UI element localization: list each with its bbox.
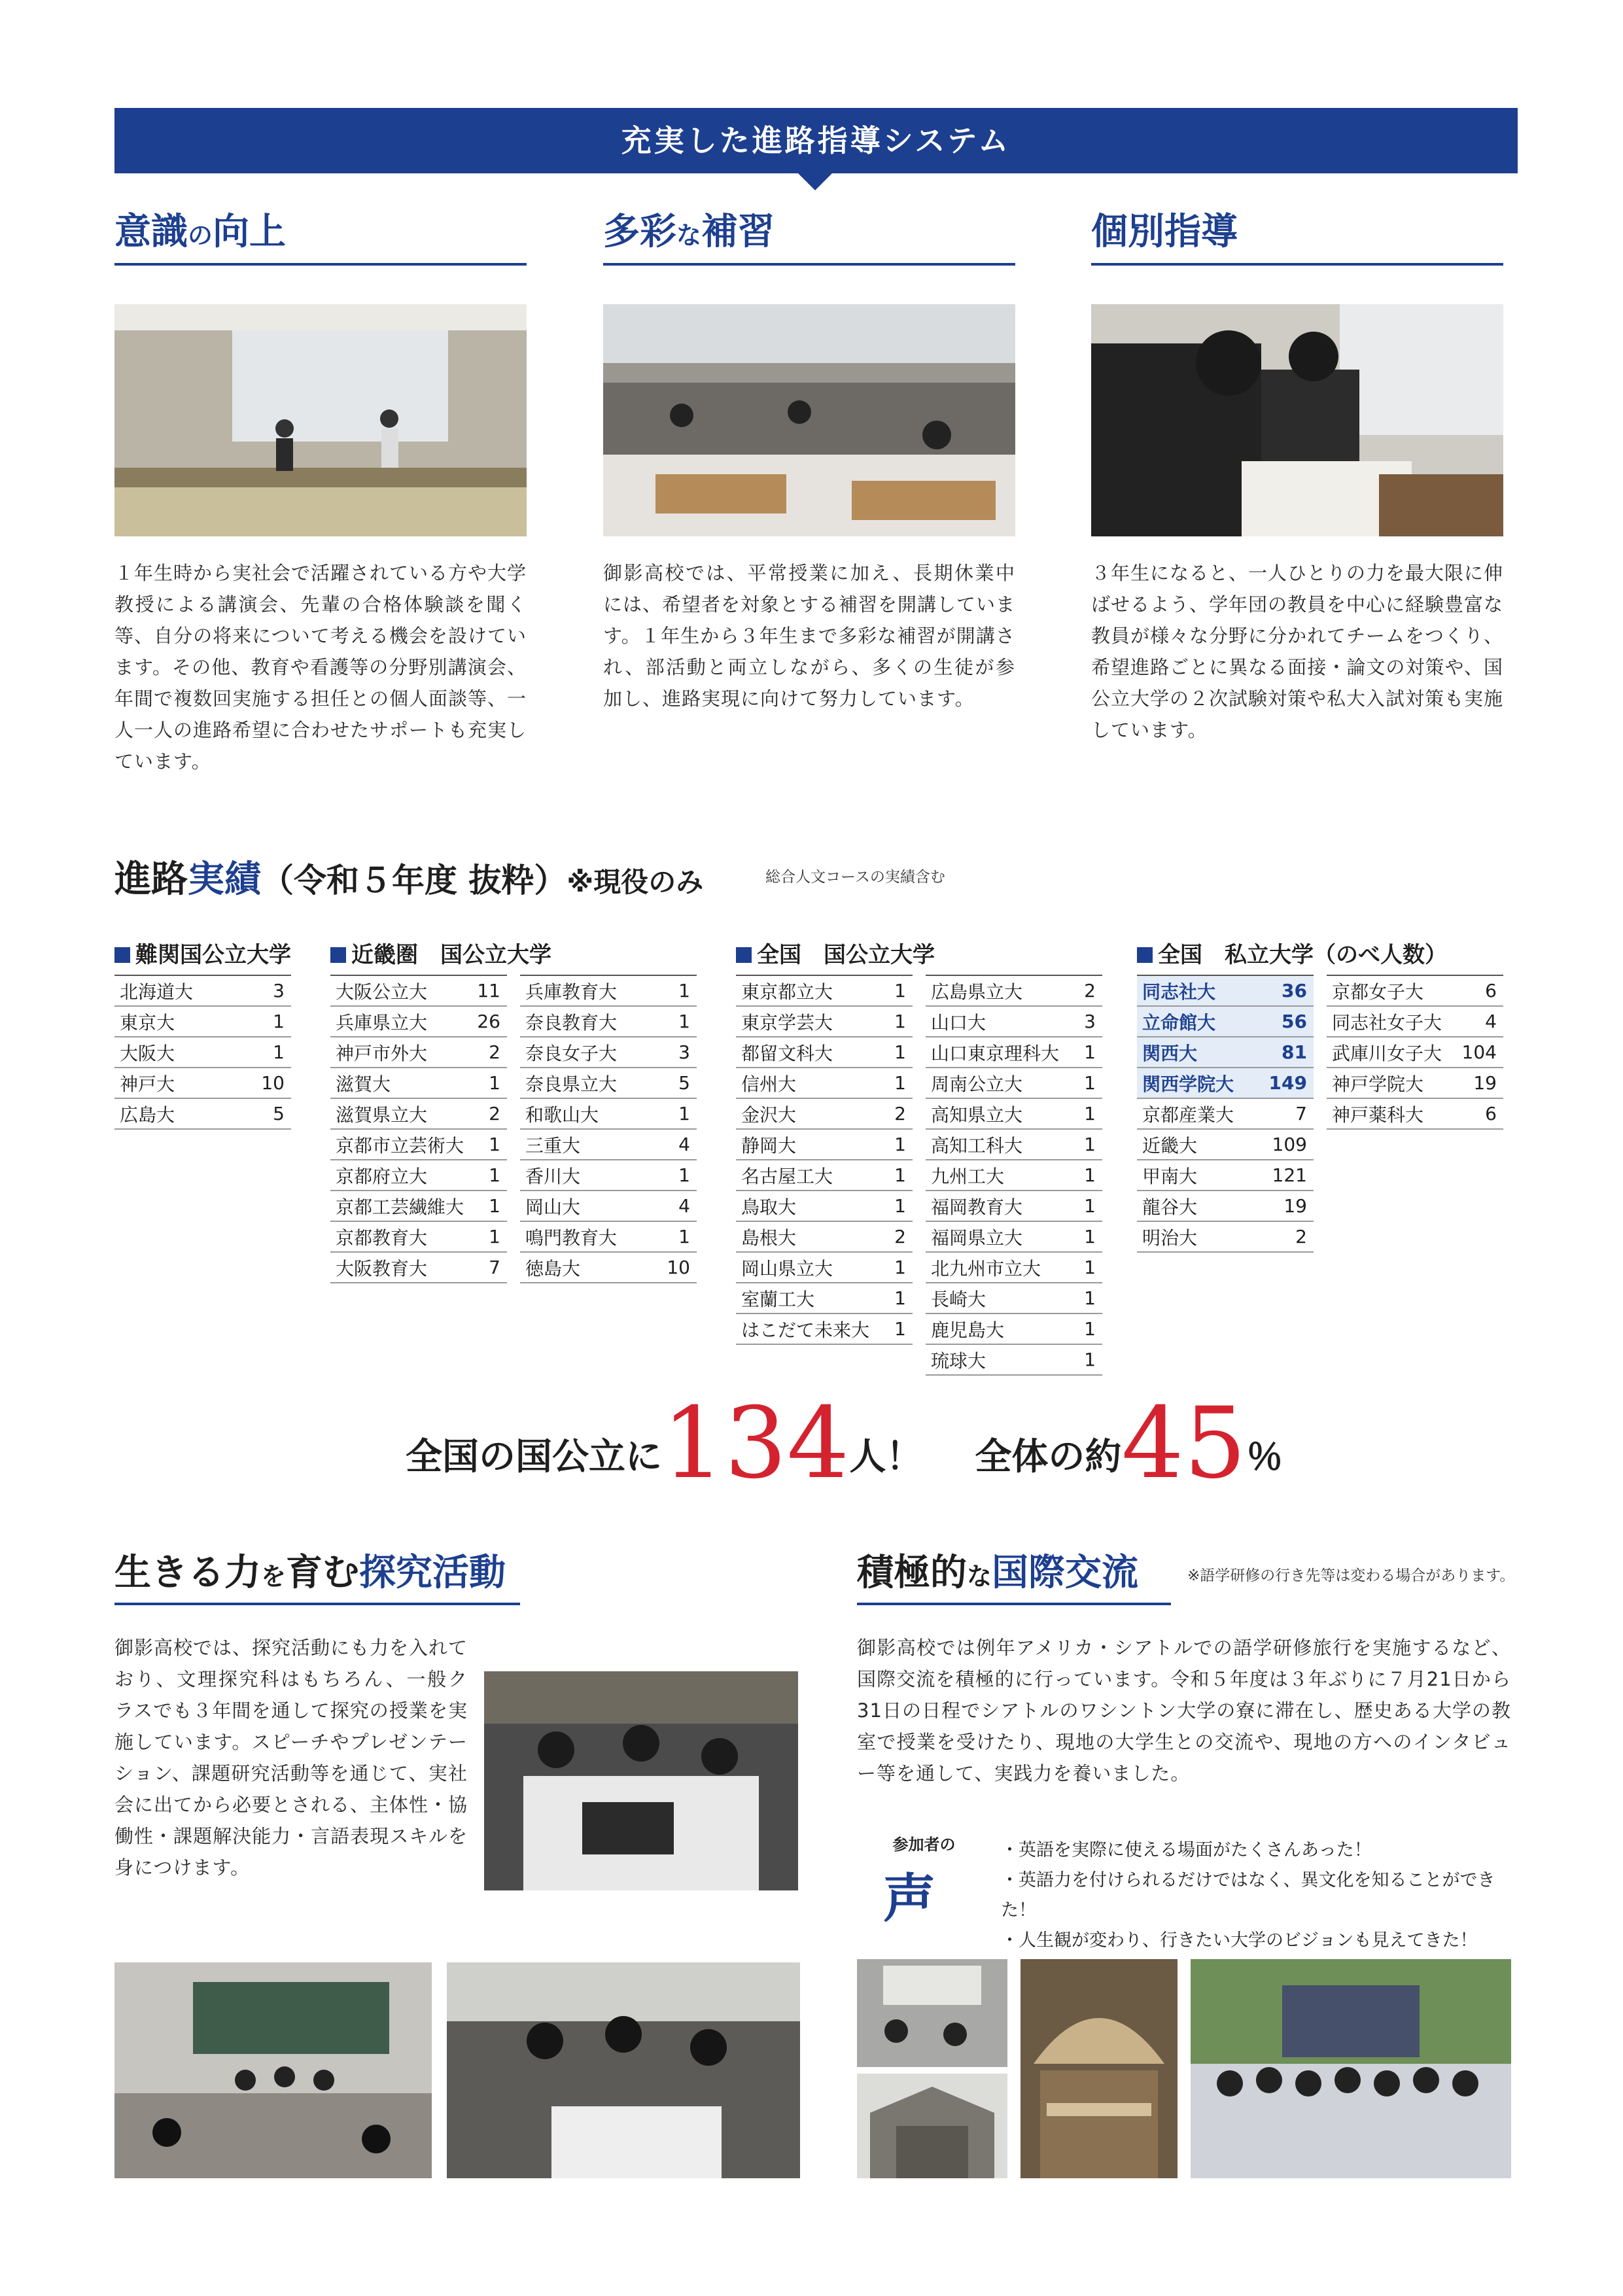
result-row bbox=[114, 1068, 291, 1098]
admission-count: 11 bbox=[471, 975, 507, 1006]
voice-list bbox=[1001, 1835, 1511, 1956]
result-row bbox=[736, 1283, 913, 1313]
result-row bbox=[1137, 1037, 1314, 1068]
admission-count: 1 bbox=[887, 1068, 913, 1098]
section-title-supplementary: 多彩な補習 bbox=[603, 211, 775, 253]
result-row bbox=[736, 1037, 913, 1068]
admission-count: 2 bbox=[887, 1221, 913, 1252]
photo-campus-building bbox=[857, 2074, 1007, 2178]
photo-group-uw bbox=[1191, 1959, 1511, 2178]
admission-count: 1 bbox=[652, 1160, 697, 1191]
admission-count: 5 bbox=[652, 1068, 697, 1098]
university-name: はこだて未来大 bbox=[736, 1313, 887, 1344]
result-row bbox=[1327, 1006, 1503, 1037]
university-name: 大阪大 bbox=[114, 1037, 239, 1068]
admission-count: 121 bbox=[1255, 1160, 1314, 1191]
university-name: 福岡教育大 bbox=[926, 1191, 1077, 1221]
admission-count: 1 bbox=[887, 1283, 913, 1313]
admission-count: 81 bbox=[1255, 1037, 1314, 1068]
university-name: 山口東京理科大 bbox=[926, 1037, 1077, 1068]
result-row bbox=[736, 1191, 913, 1221]
university-name: 岡山県立大 bbox=[736, 1252, 887, 1283]
admission-count: 10 bbox=[239, 1068, 291, 1098]
section-banner: 充実した進路指導システム bbox=[114, 108, 1518, 173]
admission-count: 19 bbox=[1255, 1191, 1314, 1221]
result-row bbox=[1327, 1037, 1503, 1068]
result-row bbox=[1327, 975, 1503, 1006]
admission-count: 7 bbox=[1255, 1098, 1314, 1129]
admission-count: 149 bbox=[1255, 1068, 1314, 1098]
result-row bbox=[520, 1006, 697, 1037]
admission-count: 1 bbox=[887, 1252, 913, 1283]
body-individual: ３年生になると、一人ひとりの力を最大限に伸ばせるよう、学年団の教員を中心に経験豊富な教員が様々な分野に分かれてチームをつくり、希望進路ごとに異なる面接・論文の対策や、国公立大学の２次試験対策や私大入試対策も実施しています。 bbox=[1091, 562, 1504, 741]
result-row bbox=[330, 1252, 507, 1283]
result-row bbox=[736, 975, 913, 1006]
university-name: 京都産業大 bbox=[1137, 1098, 1255, 1129]
admission-count: 104 bbox=[1454, 1037, 1503, 1068]
admission-count: 19 bbox=[1454, 1068, 1503, 1098]
result-row bbox=[114, 1006, 291, 1037]
university-name: 名古屋工大 bbox=[736, 1160, 887, 1191]
university-name: 北九州市立大 bbox=[926, 1252, 1077, 1283]
result-row bbox=[520, 1252, 697, 1283]
university-name: 鳥取大 bbox=[736, 1191, 887, 1221]
result-row bbox=[330, 1221, 507, 1252]
university-name: 高知県立大 bbox=[926, 1098, 1077, 1129]
voice-item: ・ 英語を実際に使える場面がたくさんあった！ bbox=[1001, 1835, 1511, 1866]
university-name: 九州工大 bbox=[926, 1160, 1077, 1191]
university-name: 周南公立大 bbox=[926, 1068, 1077, 1098]
university-name: 龍谷大 bbox=[1137, 1191, 1255, 1221]
result-row bbox=[926, 1221, 1102, 1252]
result-row bbox=[520, 1160, 697, 1191]
group-title-elite-national: 難関国公立大学 bbox=[114, 937, 291, 969]
result-row bbox=[520, 1037, 697, 1068]
admission-count: 1 bbox=[1077, 1037, 1102, 1068]
university-name: 近畿大 bbox=[1137, 1129, 1255, 1160]
result-row bbox=[520, 1191, 697, 1221]
title-underline bbox=[857, 1603, 1171, 1605]
result-row bbox=[1327, 1098, 1503, 1129]
university-name: 兵庫教育大 bbox=[520, 975, 652, 1006]
admission-count: 4 bbox=[1454, 1006, 1503, 1037]
admission-count: 3 bbox=[1077, 1006, 1102, 1037]
result-row bbox=[114, 1037, 291, 1068]
results-table-elite-national bbox=[114, 975, 291, 1130]
result-row bbox=[1327, 1068, 1503, 1098]
result-row bbox=[114, 1098, 291, 1129]
title-underline bbox=[114, 1603, 520, 1605]
voice-item: ・ 英語力を付けられるだけではなく、異文化を知ることができた！ bbox=[1001, 1866, 1511, 1926]
university-name: 奈良教育大 bbox=[520, 1006, 652, 1037]
admission-count: 4 bbox=[652, 1191, 697, 1221]
intl-body: 御影高校では例年アメリカ・シアトルでの語学研修旅行を実施するなど、国際交流を積極的に行っています。令和５年度は３年ぶりに７月21日から31日の日程でシアトルのワシントン大学の寮に滞在し、歴史ある大学の教室で授業を受けたり、現地の大学生との交流や、現地の方へのインタビュー等を通して、実践力を養いました。 bbox=[857, 1637, 1511, 1784]
admission-count: 1 bbox=[239, 1006, 291, 1037]
result-row bbox=[1137, 1129, 1314, 1160]
title-underline bbox=[1091, 263, 1503, 266]
result-row bbox=[926, 1252, 1102, 1283]
result-row bbox=[736, 1160, 913, 1191]
university-name: 神戸薬科大 bbox=[1327, 1098, 1454, 1129]
participant-voices bbox=[857, 1832, 1511, 1951]
admission-count: 109 bbox=[1255, 1129, 1314, 1160]
admission-count: 3 bbox=[652, 1037, 697, 1068]
national-public-stat: 全国の国公立に134人！ 全体の約45％ bbox=[406, 1387, 1283, 1501]
admission-count: 6 bbox=[1454, 975, 1503, 1006]
admission-count: 1 bbox=[1077, 1068, 1102, 1098]
results-note: 総合人文コースの実績含む bbox=[765, 869, 945, 886]
results-table-private-2 bbox=[1327, 975, 1503, 1130]
university-name: 鹿児島大 bbox=[926, 1313, 1077, 1344]
university-name: 京都女子大 bbox=[1327, 975, 1454, 1006]
group-title-private: 全国 私立大学（のべ人数） bbox=[1137, 937, 1447, 969]
university-name: 岡山大 bbox=[520, 1191, 652, 1221]
result-row bbox=[520, 1068, 697, 1098]
university-name: 香川大 bbox=[520, 1160, 652, 1191]
admission-count: 56 bbox=[1255, 1006, 1314, 1037]
admission-count: 1 bbox=[887, 1129, 913, 1160]
result-row bbox=[330, 1129, 507, 1160]
university-name: 大阪公立大 bbox=[330, 975, 471, 1006]
admission-count: 1 bbox=[471, 1068, 507, 1098]
university-name: 滋賀大 bbox=[330, 1068, 471, 1098]
result-row bbox=[330, 1006, 507, 1037]
result-row bbox=[736, 1068, 913, 1098]
result-row bbox=[736, 1129, 913, 1160]
admission-count: 2 bbox=[1077, 975, 1102, 1006]
admission-count: 1 bbox=[1077, 1252, 1102, 1283]
university-name: 同志社女子大 bbox=[1327, 1006, 1454, 1037]
university-name: 大阪教育大 bbox=[330, 1252, 471, 1283]
result-row bbox=[330, 1160, 507, 1191]
university-name: 静岡大 bbox=[736, 1129, 887, 1160]
result-row bbox=[926, 1098, 1102, 1129]
photo-classroom bbox=[603, 304, 1015, 536]
university-name: 奈良女子大 bbox=[520, 1037, 652, 1068]
title-underline bbox=[603, 263, 1015, 266]
section-title-individual: 個別指導 bbox=[1091, 211, 1238, 253]
admission-count: 1 bbox=[652, 1098, 697, 1129]
result-row bbox=[926, 1283, 1102, 1313]
result-row bbox=[330, 975, 507, 1006]
result-row bbox=[736, 1252, 913, 1283]
results-title: 進路実績（令和５年度 抜粋）※現役のみ bbox=[114, 858, 704, 901]
university-name: 滋賀県立大 bbox=[330, 1098, 471, 1129]
university-name: 京都教育大 bbox=[330, 1221, 471, 1252]
university-name: 高知工科大 bbox=[926, 1129, 1077, 1160]
university-name: 武庫川女子大 bbox=[1327, 1037, 1454, 1068]
results-table-kinki-national-2 bbox=[520, 975, 697, 1283]
university-name: 甲南大 bbox=[1137, 1160, 1255, 1191]
title-underline bbox=[114, 263, 527, 266]
admission-count: 1 bbox=[471, 1129, 507, 1160]
banner-notch bbox=[798, 173, 832, 190]
result-row bbox=[520, 975, 697, 1006]
body-awareness: １年生時から実社会で活躍されている方や大学教授による講演会、先輩の合格体験談を聞く等、自分の将来について考える機会を設けています。その他、教育や看護等の分野別講演会、年間で複数回実施する担任との個人面談等、一人一人の進路希望に合わせたサポートも充実しています。 bbox=[114, 562, 527, 773]
result-row bbox=[926, 1344, 1102, 1375]
university-name: 同志社大 bbox=[1137, 975, 1255, 1006]
admission-count: 1 bbox=[239, 1037, 291, 1068]
admission-count: 1 bbox=[652, 1006, 697, 1037]
result-row bbox=[926, 1160, 1102, 1191]
admission-count: 3 bbox=[239, 975, 291, 1006]
admission-count: 1 bbox=[887, 1191, 913, 1221]
admission-count: 1 bbox=[471, 1191, 507, 1221]
admission-count: 1 bbox=[887, 975, 913, 1006]
result-row bbox=[330, 1037, 507, 1068]
section-title-awareness: 意識の向上 bbox=[114, 211, 287, 253]
result-row bbox=[736, 1098, 913, 1129]
university-name: 都留文科大 bbox=[736, 1037, 887, 1068]
university-name: 山口大 bbox=[926, 1006, 1077, 1037]
result-row bbox=[736, 1006, 913, 1037]
university-name: 立命館大 bbox=[1137, 1006, 1255, 1037]
admission-count: 4 bbox=[652, 1129, 697, 1160]
photo-inquiry-group bbox=[484, 1671, 798, 1890]
admission-count: 2 bbox=[887, 1098, 913, 1129]
admission-count: 1 bbox=[887, 1006, 913, 1037]
university-name: 三重大 bbox=[520, 1129, 652, 1160]
results-table-private-1 bbox=[1137, 975, 1314, 1253]
admission-count: 1 bbox=[887, 1313, 913, 1344]
university-name: 広島県立大 bbox=[926, 975, 1077, 1006]
university-name: 明治大 bbox=[1137, 1221, 1255, 1252]
university-name: 兵庫県立大 bbox=[330, 1006, 471, 1037]
university-name: 京都府立大 bbox=[330, 1160, 471, 1191]
admission-count: 1 bbox=[887, 1037, 913, 1068]
university-name: 琉球大 bbox=[926, 1344, 1077, 1375]
photo-discussion bbox=[447, 1962, 800, 2178]
group-title-nationwide-national: 全国 国公立大学 bbox=[736, 937, 935, 969]
result-row bbox=[330, 1068, 507, 1098]
admission-count: 1 bbox=[652, 975, 697, 1006]
admission-count: 26 bbox=[471, 1006, 507, 1037]
university-name: 広島大 bbox=[114, 1098, 239, 1129]
result-row bbox=[114, 975, 291, 1006]
result-row bbox=[1137, 1221, 1314, 1252]
university-name: 信州大 bbox=[736, 1068, 887, 1098]
result-row bbox=[926, 1129, 1102, 1160]
result-row bbox=[736, 1221, 913, 1252]
university-name: 徳島大 bbox=[520, 1252, 652, 1283]
university-name: 京都市立芸術大 bbox=[330, 1129, 471, 1160]
admission-count: 2 bbox=[471, 1037, 507, 1068]
university-name: 島根大 bbox=[736, 1221, 887, 1252]
university-name: 関西学院大 bbox=[1137, 1068, 1255, 1098]
admission-count: 1 bbox=[887, 1160, 913, 1191]
result-row bbox=[1137, 1191, 1314, 1221]
university-name: 奈良県立大 bbox=[520, 1068, 652, 1098]
body-supplementary: 御影高校では、平常授業に加え、長期休業中には、希望者を対象とする補習を開講しています。１年生から３年生まで多彩な補習が開講され、部活動と両立しながら、多くの生徒が参加し、進路実現に向けて努力しています。 bbox=[603, 562, 1016, 710]
result-row bbox=[736, 1313, 913, 1344]
result-row bbox=[520, 1129, 697, 1160]
admission-count: 2 bbox=[471, 1098, 507, 1129]
result-row bbox=[330, 1191, 507, 1221]
group-title-kinki-national: 近畿圏 国公立大学 bbox=[330, 937, 551, 969]
result-row bbox=[1137, 1006, 1314, 1037]
admission-count: 7 bbox=[471, 1252, 507, 1283]
result-row bbox=[1137, 1160, 1314, 1191]
university-name: 東京大 bbox=[114, 1006, 239, 1037]
results-table-kinki-national-1 bbox=[330, 975, 507, 1283]
university-name: 長崎大 bbox=[926, 1283, 1077, 1313]
intl-title: 積極的な国際交流 bbox=[857, 1552, 1139, 1594]
admission-count: 1 bbox=[1077, 1160, 1102, 1191]
photo-individual-guidance bbox=[1091, 304, 1503, 536]
university-name: 北海道大 bbox=[114, 975, 239, 1006]
admission-count: 1 bbox=[1077, 1283, 1102, 1313]
admission-count: 1 bbox=[1077, 1129, 1102, 1160]
photo-seattle-class bbox=[857, 1959, 1007, 2067]
university-name: 和歌山大 bbox=[520, 1098, 652, 1129]
result-row bbox=[520, 1098, 697, 1129]
voice-char: 声 bbox=[883, 1868, 935, 1929]
photo-presentation bbox=[114, 1962, 432, 2178]
result-row bbox=[1137, 975, 1314, 1006]
admission-count: 6 bbox=[1454, 1098, 1503, 1129]
intl-note: ※語学研修の行き先等は変わる場合があります。 bbox=[1187, 1567, 1515, 1584]
results-table-nationwide-national-1 bbox=[736, 975, 913, 1345]
result-row bbox=[926, 1313, 1102, 1344]
result-row bbox=[926, 1037, 1102, 1068]
result-row bbox=[926, 1006, 1102, 1037]
results-table-nationwide-national-2 bbox=[926, 975, 1102, 1376]
result-row bbox=[1137, 1068, 1314, 1098]
admission-count: 36 bbox=[1255, 975, 1314, 1006]
university-name: 東京学芸大 bbox=[736, 1006, 887, 1037]
inquiry-title: 生きる力を育む探究活動 bbox=[114, 1552, 506, 1594]
admission-count: 1 bbox=[1077, 1344, 1102, 1375]
voice-item: ・ 人生観が変わり、行きたい大学のビジョンも見えてきた！ bbox=[1001, 1926, 1511, 1956]
admission-count: 1 bbox=[1077, 1313, 1102, 1344]
university-name: 関西大 bbox=[1137, 1037, 1255, 1068]
result-row bbox=[520, 1221, 697, 1252]
admission-count: 1 bbox=[471, 1221, 507, 1252]
result-row bbox=[330, 1098, 507, 1129]
photo-library bbox=[1021, 1959, 1178, 2178]
voice-label: 参加者の bbox=[892, 1835, 956, 1854]
university-name: 鳴門教育大 bbox=[520, 1221, 652, 1252]
admission-count: 10 bbox=[652, 1252, 697, 1283]
admission-count: 1 bbox=[652, 1221, 697, 1252]
university-name: 室蘭工大 bbox=[736, 1283, 887, 1313]
result-row bbox=[926, 1191, 1102, 1221]
university-name: 福岡県立大 bbox=[926, 1221, 1077, 1252]
admission-count: 5 bbox=[239, 1098, 291, 1129]
university-name: 神戸学院大 bbox=[1327, 1068, 1454, 1098]
result-row bbox=[1137, 1098, 1314, 1129]
admission-count: 2 bbox=[1255, 1221, 1314, 1252]
result-row bbox=[926, 1068, 1102, 1098]
admission-count: 1 bbox=[1077, 1191, 1102, 1221]
admission-count: 1 bbox=[1077, 1221, 1102, 1252]
admission-count: 1 bbox=[471, 1160, 507, 1191]
university-name: 神戸大 bbox=[114, 1068, 239, 1098]
photo-counseling bbox=[114, 304, 527, 536]
university-name: 東京都立大 bbox=[736, 975, 887, 1006]
university-name: 金沢大 bbox=[736, 1098, 887, 1129]
university-name: 京都工芸繊維大 bbox=[330, 1191, 471, 1221]
university-name: 神戸市外大 bbox=[330, 1037, 471, 1068]
inquiry-body: 御影高校では、探究活動にも力を入れており、文理探究科はもちろん、一般クラスでも３年間を通して探究の授業を実施しています。スピーチやプレゼンテーション、課題研究活動等を通じて、実社会に出てから必要とされる、主体性・協働性・課題解決能力・言語表現スキルを身につけます。 bbox=[114, 1637, 468, 1879]
admission-count: 1 bbox=[1077, 1098, 1102, 1129]
result-row bbox=[926, 975, 1102, 1006]
